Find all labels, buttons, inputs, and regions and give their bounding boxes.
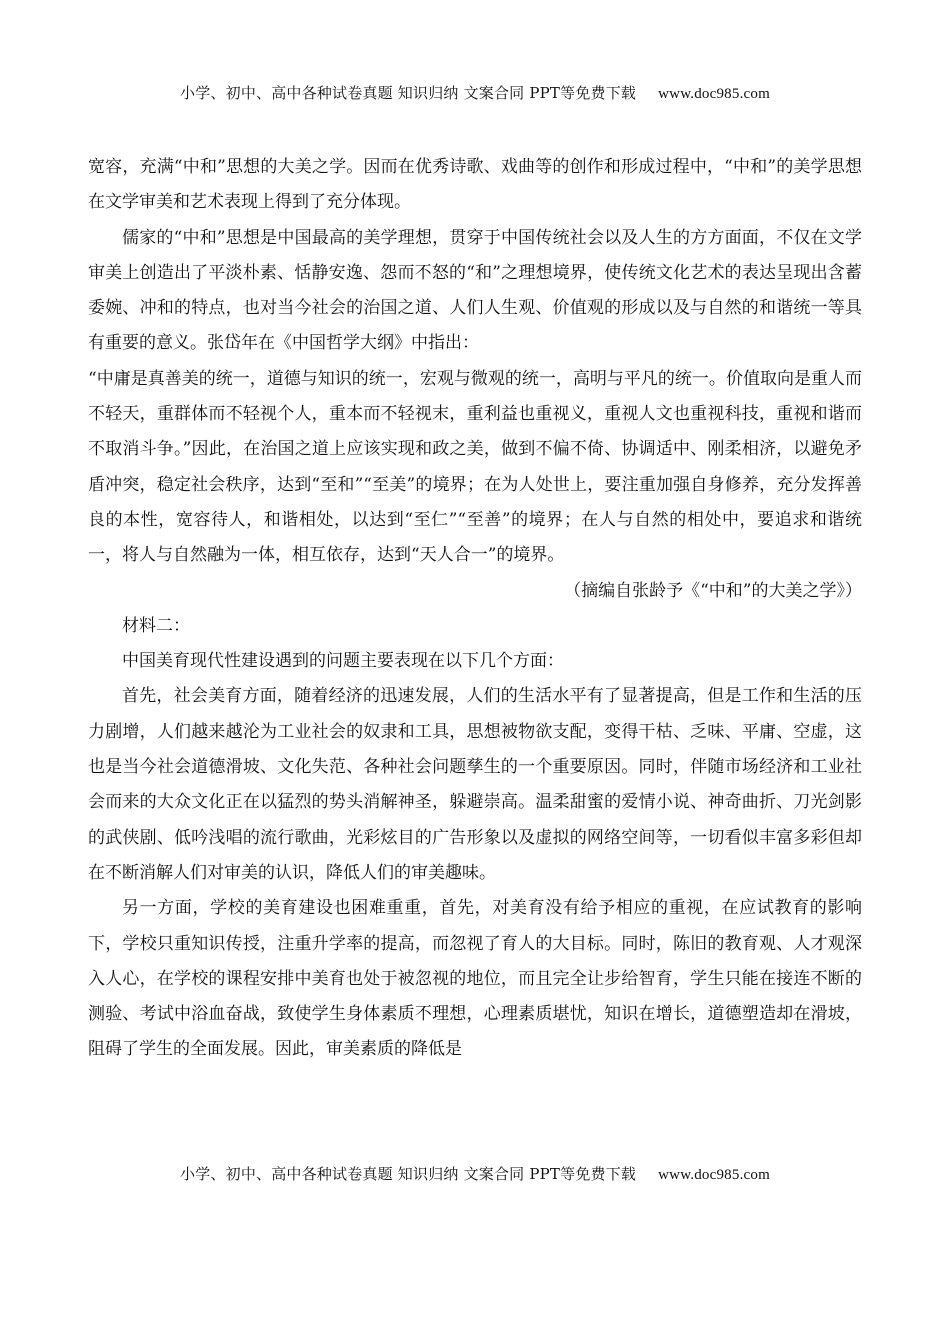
page-header <box>0 82 950 103</box>
paragraph-problems-intro: 中国美育现代性建设遇到的问题主要表现在以下几个方面： <box>122 651 564 672</box>
header-site-link[interactable]: www.doc985.com <box>658 86 770 102</box>
footer-site-link[interactable]: www.doc985.com <box>658 1167 770 1183</box>
paragraph-school-aesthetics: 另一方面，学校的美育建设也困难重重，首先，对美育没有给予相应的重视，在应试教育的影响下，学校只重知识传授，注重升学率的提高，而忽视了育人的大目标。同时，陈旧的教育观、人才观深入人心，在学校的课程安排中美育也处于被忽视的地位，而且完全让步给智育，学生只能在接连不断的测验、考试中浴血奋战，致使学生身体素质不理想，心理素质堪忧，知识在增长，道德塑造却在滑坡，阻碍了学生的全面发展。因此，审美素质的降低是 <box>88 898 862 1060</box>
paragraph-zhonghe-ideal: 儒家的“中和”思想是中国最高的美学理想，贯穿于中国传统社会以及人生的方方面面，不仅在文学审美上创造出了平淡朴素、恬静安逸、怨而不怒的“和”之理想境界，使传统文化艺术的表达呈现出含蓄委婉、冲和的特点，也对当今社会的治国之道、人们人生观、价值观的形成以及与自然的和谐统一等具有重要的意义。张岱年在《中国哲学大纲》中指出： <box>88 227 862 354</box>
document-body <box>88 150 862 1068</box>
source-citation: （摘编自张龄予《“中和”的大美之学》） <box>564 580 862 601</box>
paragraph-social-aesthetics: 首先，社会美育方面，随着经济的迅速发展，人们的生活水平有了显著提高，但是工作和生活的压力剧增，人们越来越沦为工业社会的奴隶和工具，思想被物欲支配，变得干枯、乏味、平庸、空虚，这也是当今社会道德滑坡、文化失范、各种社会问题孳生的一个重要原因。同时，伴随市场经济和工业社会而来的大众文化正在以猛烈的势头消解神圣，躲避崇高。温柔甜蜜的爱情小说、神奇曲折、刀光剑影的武侠剧、低吟浅唱的流行歌曲，光彩炫目的广告形象以及虚拟的网络空间等，一切看似丰富多彩但却在不断消解人们对审美的认识，降低人们的审美趣味。 <box>88 686 862 883</box>
footer-text: 小学、初中、高中各种试卷真题 知识归纳 文案合同 PPT等免费下载 <box>180 1165 637 1183</box>
paragraph-continuation: 宽容，充满“中和”思想的大美之学。因而在优秀诗歌、戏曲等的创作和形成过程中，“中和”的美学思想在文学审美和艺术表现上得到了充分体现。 <box>88 157 862 213</box>
material-two-heading: 材料二： <box>122 615 190 636</box>
paragraph-quote: “中庸是真善美的统一，道德与知识的统一，宏观与微观的统一，高明与平凡的统一。价值取向是重人而不轻天，重群体而不轻视个人，重本而不轻视末，重利益也重视义，重视人文也重视科技，重视和谐而不取消斗争。”因此，在治国之道上应该实现和政之美，做到不偏不倚、协调适中、刚柔相济，以避免矛盾冲突，稳定社会秩序，达到“至和”“至美”的境界；在为人处世上，要注重加强自身修养，充分发挥善良的本性，宽容待人，和谐相处，以达到“至仁”“至善”的境界；在人与自然的相处中，要追求和谐统一，将人与自然融为一体，相互依存，达到“天人合一”的境界。 <box>88 368 862 566</box>
header-text: 小学、初中、高中各种试卷真题 知识归纳 文案合同 PPT等免费下载 <box>180 84 637 102</box>
page-footer <box>0 1163 950 1184</box>
